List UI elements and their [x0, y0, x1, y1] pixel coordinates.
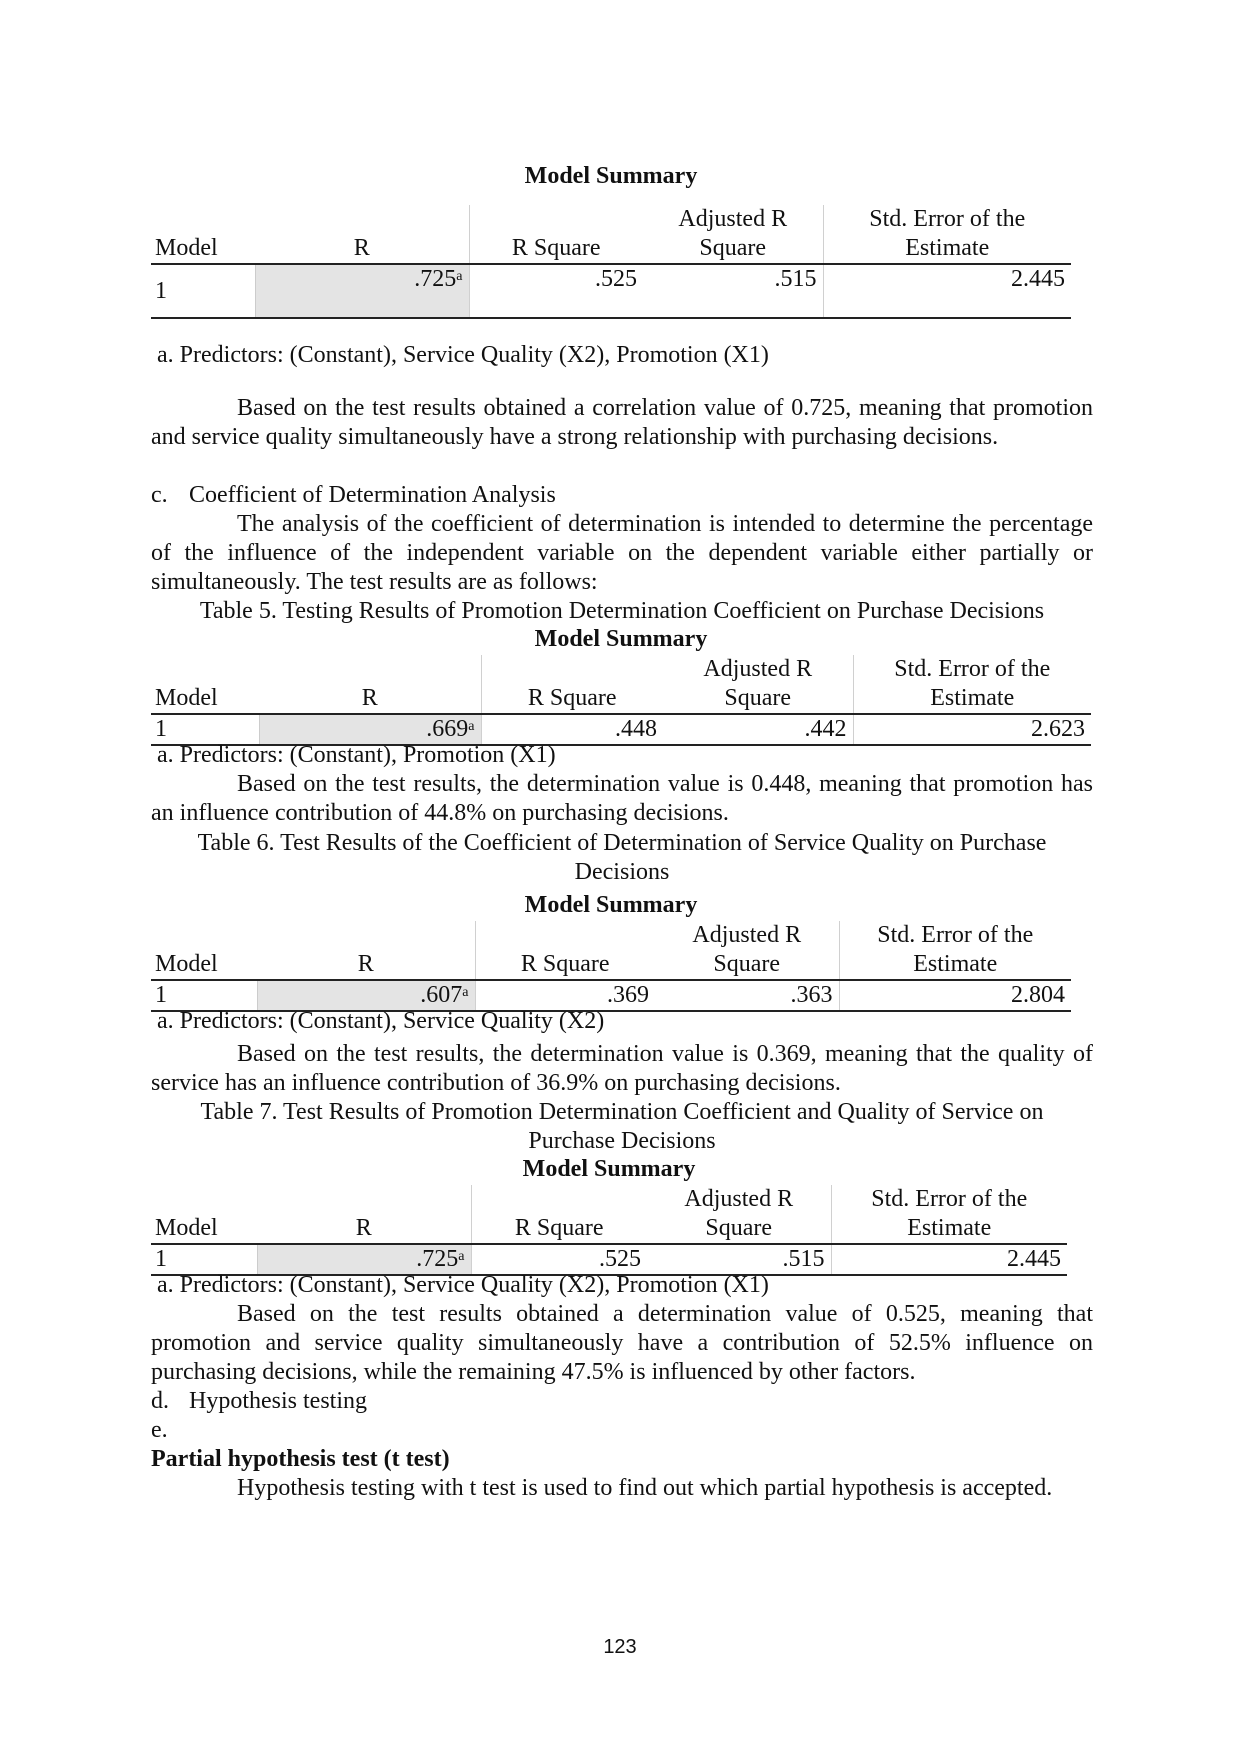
paragraph-promotion-determination: Based on the test results, the determination value is 0.448, meaning that promotion has an influence contribution of 44.8% on purchasing decisions.: [151, 771, 1093, 826]
cell-r-square: .369: [475, 980, 655, 1011]
cell-model: 1: [151, 1244, 257, 1275]
header-r-square: R Square: [481, 655, 663, 714]
cell-std-error: 2.445: [823, 264, 1071, 318]
header-adjusted-r-square: Adjusted R Square: [647, 1185, 831, 1244]
header-r: R: [259, 655, 481, 714]
table6-caption: Table 6. Test Results of the Coefficient of Determination of Service Quality on Purchase Decisions: [197, 830, 1047, 885]
cell-r: .725$^a$: [257, 1244, 471, 1275]
cell-adjusted-r-square: .363: [655, 980, 839, 1011]
partial-hypothesis-heading: Partial hypothesis test (t test): [151, 1446, 450, 1472]
header-std-error: Std. Error of the Estimate: [853, 655, 1091, 714]
cell-r-square: .525: [471, 1244, 647, 1275]
table4-footnote: a. Predictors: (Constant), Service Quality (X2), Promotion (X1): [157, 342, 769, 368]
table5-footnote: a. Predictors: (Constant), Promotion (X1): [157, 742, 556, 768]
cell-r-square: .448: [481, 714, 663, 745]
cell-std-error: 2.445: [831, 1244, 1067, 1275]
paragraph-simultaneous-determination: Based on the test results obtained a determination value of 0.525, meaning that promotion and service quality simultaneously have a contribution of 52.5% influence on purchasing decisions, while the remaining 47.5% is influenced by other factors.: [151, 1301, 1093, 1385]
table-row: [151, 264, 1071, 318]
cell-r-square: .525: [469, 264, 643, 318]
section-heading-c: c. Coefficient of Determination Analysis: [151, 482, 556, 508]
paragraph-t-test: Hypothesis testing with t test is used to find out which partial hypothesis is accepted.: [237, 1475, 1053, 1501]
header-adjusted-r-square: Adjusted R Square: [655, 921, 839, 980]
cell-model: 1: [151, 264, 255, 318]
cell-adjusted-r-square: .515: [647, 1244, 831, 1275]
cell-std-error: 2.623: [853, 714, 1091, 745]
table6-model-summary: [151, 921, 1071, 1012]
cell-r: .669$^a$: [259, 714, 481, 745]
section-heading-e: e.: [151, 1417, 168, 1443]
cell-std-error: 2.804: [839, 980, 1071, 1011]
cell-adjusted-r-square: .442: [663, 714, 853, 745]
header-model: Model: [151, 655, 259, 714]
table7-title: Model Summary: [522, 1156, 696, 1182]
header-r-square: R Square: [475, 921, 655, 980]
table7-model-summary: [151, 1185, 1067, 1276]
header-std-error: Std. Error of the Estimate: [831, 1185, 1067, 1244]
section-heading-d: d. Hypothesis testing: [151, 1388, 367, 1414]
header-adjusted-r-square: Adjusted R Square: [643, 205, 823, 264]
header-r: R: [255, 205, 469, 264]
table7-footnote: a. Predictors: (Constant), Service Quality (X2), Promotion (X1): [157, 1272, 769, 1298]
paragraph-determination-intro: The analysis of the coefficient of determination is intended to determine the percentage of the influence of the independent variable on the dependent variable either partially or simultaneously. The test results are as follows:: [151, 511, 1093, 595]
paragraph-service-quality-determination: Based on the test results, the determination value is 0.369, meaning that the quality of service has an influence contribution of 36.9% on purchasing decisions.: [151, 1041, 1093, 1096]
header-model: Model: [151, 921, 257, 980]
paragraph-correlation: Based on the test results obtained a correlation value of 0.725, meaning that promotion and service quality simultaneously have a strong relationship with purchasing decisions.: [151, 395, 1093, 450]
header-std-error: Std. Error of the Estimate: [839, 921, 1071, 980]
table7-caption: Table 7. Test Results of Promotion Determination Coefficient and Quality of Service on Purchase Decisions: [200, 1099, 1044, 1154]
header-model: Model: [151, 205, 255, 264]
cell-r: .607$^a$: [257, 980, 475, 1011]
table5-model-summary: [151, 655, 1091, 746]
header-model: Model: [151, 1185, 257, 1244]
table6-footnote: a. Predictors: (Constant), Service Quality (X2): [157, 1008, 605, 1034]
table4-title: Model Summary: [524, 163, 698, 189]
header-r: R: [257, 1185, 471, 1244]
cell-model: 1: [151, 714, 259, 745]
table6-title: Model Summary: [524, 892, 698, 918]
header-r: R: [257, 921, 475, 980]
table4-model-summary: [151, 205, 1071, 319]
page-number: 123: [603, 1636, 637, 1658]
cell-model: 1: [151, 980, 257, 1011]
header-r-square: R Square: [469, 205, 643, 264]
header-std-error: Std. Error of the Estimate: [823, 205, 1071, 264]
table5-caption: Table 5. Testing Results of Promotion Determination Coefficient on Purchase Decisions: [199, 598, 1045, 624]
table5-title: Model Summary: [534, 626, 708, 652]
header-adjusted-r-square: Adjusted R Square: [663, 655, 853, 714]
cell-adjusted-r-square: .515: [643, 264, 823, 318]
header-r-square: R Square: [471, 1185, 647, 1244]
cell-r: .725$^a$: [255, 264, 469, 318]
